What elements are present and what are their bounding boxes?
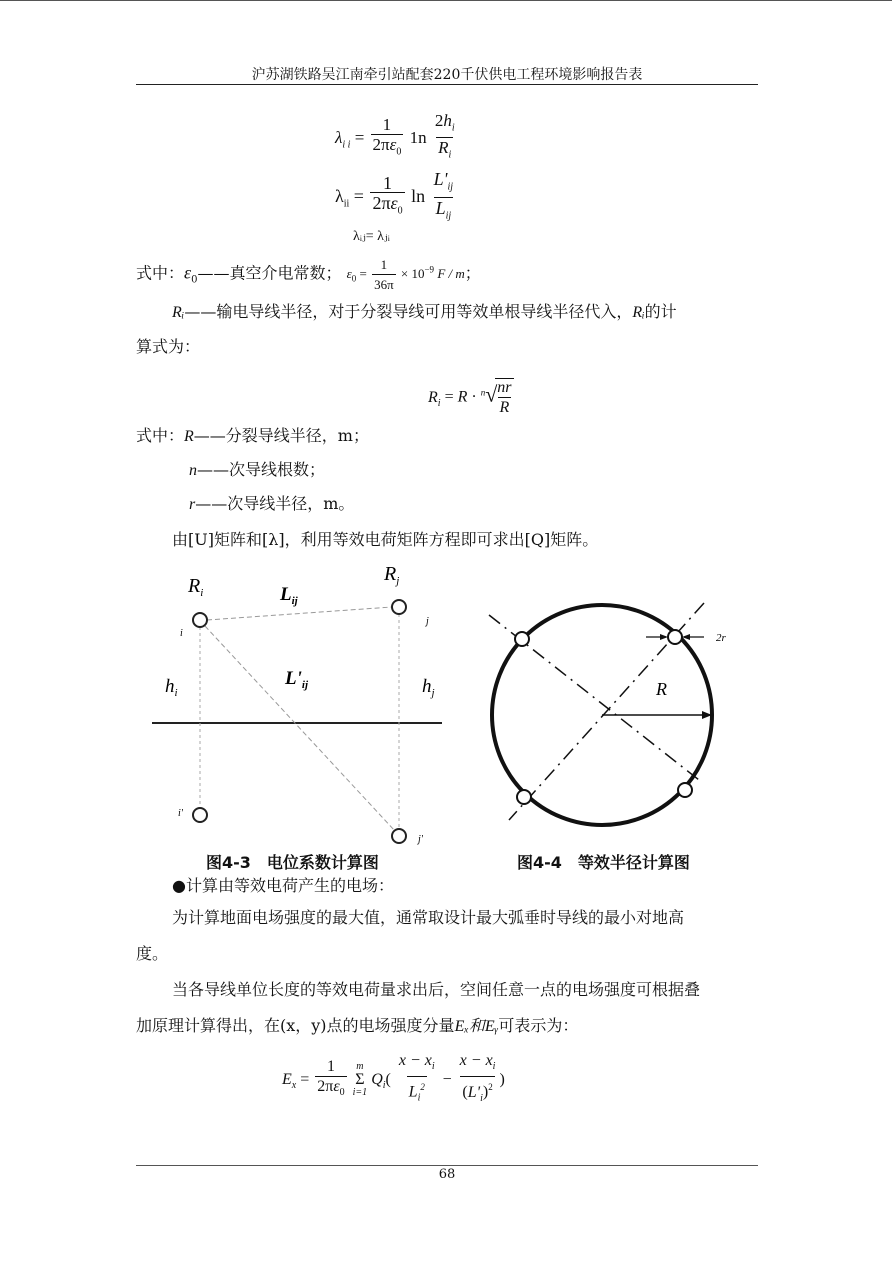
sub-conductor-4 [678, 783, 692, 797]
label-R: R [656, 679, 667, 699]
paragraph-1-line-2: 度。 [136, 944, 169, 963]
ri-definition: Rᵢ——输电导线半径，对于分裂导线可用等效单根导线半径代入，Rᵢ的计 [172, 302, 677, 321]
epsilon-definition: 式中：$\varepsilon_0——$真空介电常数； $\varepsilon_0$ = $\frac{1}{36\pi}$ × $10^{-9}$ F / m； [136, 256, 481, 295]
ri-definition-cont: 算式为： [136, 337, 201, 356]
label-hi: $h_i$ [165, 676, 178, 699]
caption-figure-4-4: 图4-4 等效半径计算图 [517, 853, 690, 872]
sub-conductor-3 [517, 790, 531, 804]
formula-symmetry: λᵢⱼ= λⱼᵢ [353, 229, 390, 244]
formula-lambda-ii: $\lambda_{i i}$ = $\frac{1}{2\pi\varepsilon_0}$ 1n $\frac{2h_i}{R_i}$ [335, 112, 459, 166]
dim-left-arrow [660, 634, 668, 640]
def-row-r: r——次导线半径，m。 [189, 494, 355, 513]
paragraph-2-line-1: 当各导线单位长度的等效电荷量求出后，空间任意一点的电场强度可根据叠 [172, 980, 701, 999]
page-top-border [0, 0, 892, 1]
label-Lij-prime: $L'_{ij}$ [285, 668, 309, 691]
label-Ri: $R_i$ [188, 575, 204, 599]
image-conductor-i [193, 808, 207, 822]
matrix-line: 由[U]矩阵和[λ]，利用等效电荷矩阵方程即可求出[Q]矩阵。 [172, 530, 599, 549]
label-Lij: $L_{ij}$ [280, 584, 298, 607]
formula-ex: $E_x$ = $\frac{1}{2\pi\varepsilon_0}$ m Σ i=1 $Q_i$( $\frac{x - x_i}{L_i^2}$ − $\frac{x - x_i}{(L'_i)^2}$ ) [282, 1052, 505, 1109]
page-header-title: 沪苏湖铁路吴江南牵引站配套220千伏供电工程环境影响报告表 [251, 67, 643, 83]
label-j-prime: j' [418, 834, 423, 845]
page-number: 68 [438, 1167, 456, 1182]
paragraph-1-line-1: 为计算地面电场强度的最大值，通常取设计最大弧垂时导线的最小对地高 [172, 908, 685, 927]
line-Lij-prime [205, 626, 395, 831]
header-rule [136, 84, 758, 85]
sub-conductor-2 [668, 630, 682, 644]
bullet-heading: ●计算由等效电荷产生的电场： [172, 876, 394, 895]
conductor-j [392, 600, 406, 614]
label-i-prime: i' [178, 808, 183, 819]
image-conductor-j [392, 829, 406, 843]
figure-equivalent-radius [484, 595, 764, 835]
label-hj: $h_j$ [422, 676, 435, 699]
caption-figure-4-3: 图4-3 电位系数计算图 [206, 853, 379, 872]
paragraph-2-line-2: 加原理计算得出，在(x，y)点的电场强度分量Eₓ和Eᵧ可表示为： [136, 1016, 579, 1035]
def-row-R: 式中：R——分裂导线半径，m； [136, 426, 369, 445]
footer-rule [136, 1165, 758, 1166]
def-row-n: n——次导线根数； [189, 460, 326, 479]
formula-lambda-ij: $\lambda_{ii}$ = $\frac{1}{2\pi\varepsilon_0}$ ln $\frac{L'_{ij}}{L_{ij}}$ [335, 170, 457, 226]
label-j: j [426, 616, 429, 627]
label-i: i [180, 628, 183, 639]
figure-potential-coefficient [140, 560, 460, 850]
label-Rj: $R_j$ [384, 563, 400, 587]
formula-ri: $R_i = R \cdot ^n√$ $\frac{nr}{R}$ [428, 379, 512, 416]
conductor-i [193, 613, 207, 627]
label-2r: 2r [716, 632, 726, 644]
line-Lij [207, 607, 392, 620]
sub-conductor-1 [515, 632, 529, 646]
